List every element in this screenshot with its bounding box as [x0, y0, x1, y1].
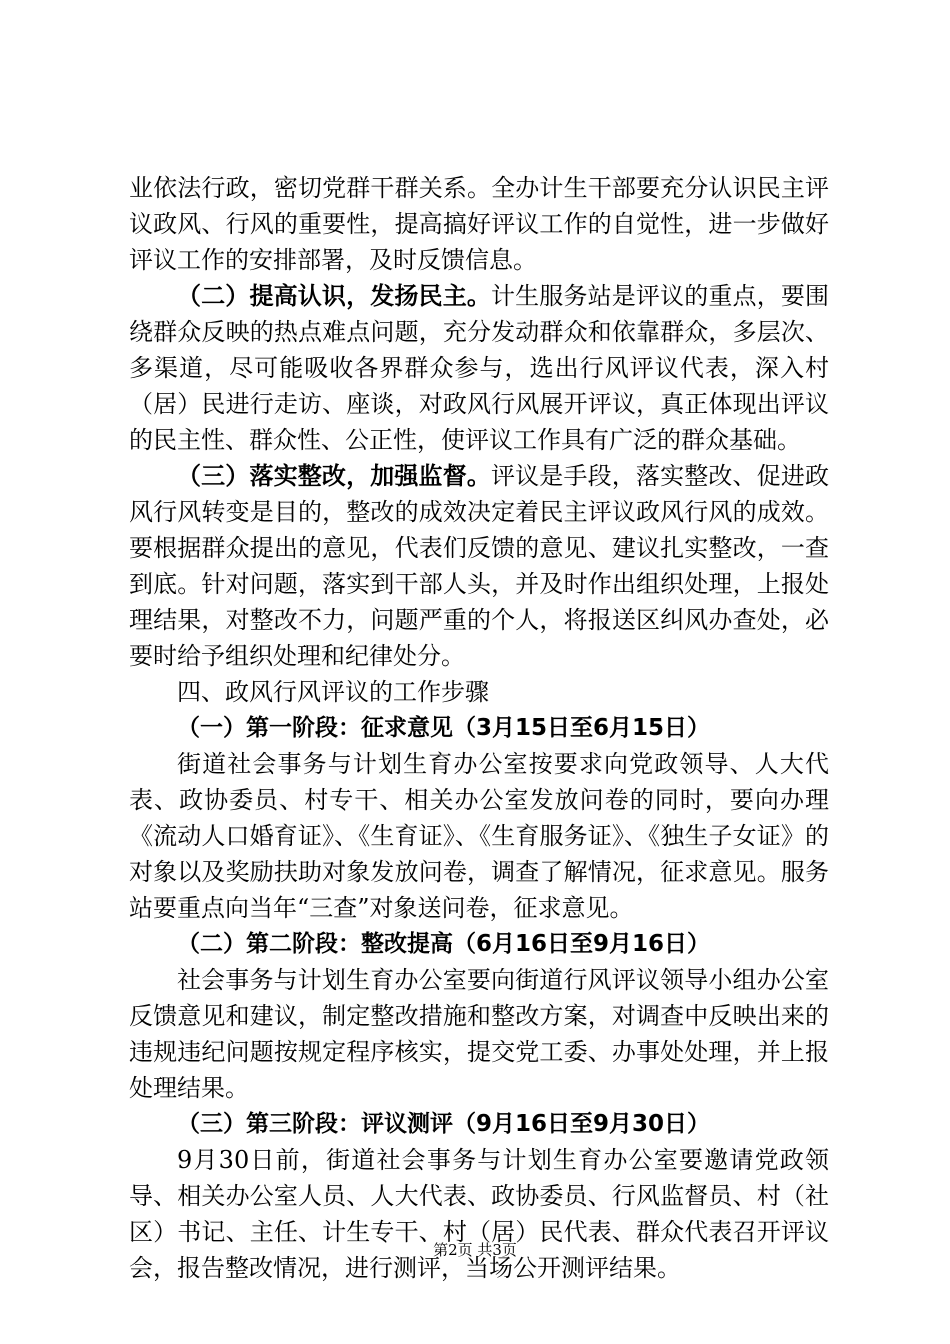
stage-2-body: 社会事务与计划生育办公室要向街道行风评议领导小组办公室反馈意见和建议，制定整改措施和整改方案，对调查中反映出来的违规违纪问题按规定程序核实，提交党工委、办事处处理，并上报处理结果。	[129, 966, 829, 1102]
stage-1-heading: （一）第一阶段：征求意见（3月15日至6月15日）	[177, 715, 711, 741]
stage-2-heading: （二）第二阶段：整改提高（6月16日至9月16日）	[177, 931, 711, 957]
document-body	[129, 170, 829, 1286]
section-heading-steps: 四、政风行风评议的工作步骤	[177, 678, 489, 706]
paragraph-lead-title: （三）落实整改，加强监督。	[177, 461, 491, 490]
paragraph-implement-rectification	[129, 458, 829, 674]
stage-1-body: 街道社会事务与计划生育办公室按要求向党政领导、人大代表、政协委员、村专干、相关办公室发放问卷的同时，要向办理《流动人口婚育证》、《生育证》、《生育服务证》、《独生子女证》的对象以及奖励扶助对象发放问卷，调查了解情况，征求意见。服务站要重点向当年“三查”对象送问卷，征求意见。	[129, 750, 829, 922]
paragraph-text: 评议是手段，落实整改、促进政风行风转变是目的，整改的成效决定着民主评议政风行风的成效。要根据群众提出的意见，代表们反馈的意见、建议扎实整改，一查到底。针对问题，落实到干部人头，并及时作出组织处理，上报处理结果，对整改不力，问题严重的个人，将报送区纠风办查处，必要时给予组织处理和纪律处分。	[129, 462, 829, 670]
paragraph-text: 业依法行政，密切党群干群关系。全办计生干部要充分认识民主评议政风、行风的重要性，提高搞好评议工作的自觉性，进一步做好评议工作的安排部署，及时反馈信息。	[129, 174, 829, 274]
stage-3-heading: （三）第三阶段：评议测评（9月16日至9月30日）	[177, 1111, 711, 1137]
page-footer	[0, 1240, 950, 1260]
page-number-label: 第2页 共3页	[433, 1241, 517, 1259]
stage-3-body: 9月30日前，街道社会事务与计划生育办公室要邀请党政领导、相关办公室人员、人大代表、政协委员、行风监督员、村（社区）书记、主任、计生专干、村（居）民代表、群众代表召开评议会，报告整改情况，进行测评，当场公开测评结果。	[129, 1146, 829, 1282]
paragraph-lead-title: （二）提高认识，发扬民主。	[177, 281, 491, 310]
paragraph-raise-awareness	[129, 278, 829, 458]
paragraph-text: 计生服务站是评议的重点，要围绕群众反映的热点难点问题，充分发动群众和依靠群众，多层次、多渠道，尽可能吸收各界群众参与，选出行风评议代表，深入村（居）民进行走访、座谈，对政风行风展开评议，真正体现出评议的民主性、群众性、公正性，使评议工作具有广泛的群众基础。	[129, 282, 829, 454]
paragraph-continued	[129, 170, 829, 278]
